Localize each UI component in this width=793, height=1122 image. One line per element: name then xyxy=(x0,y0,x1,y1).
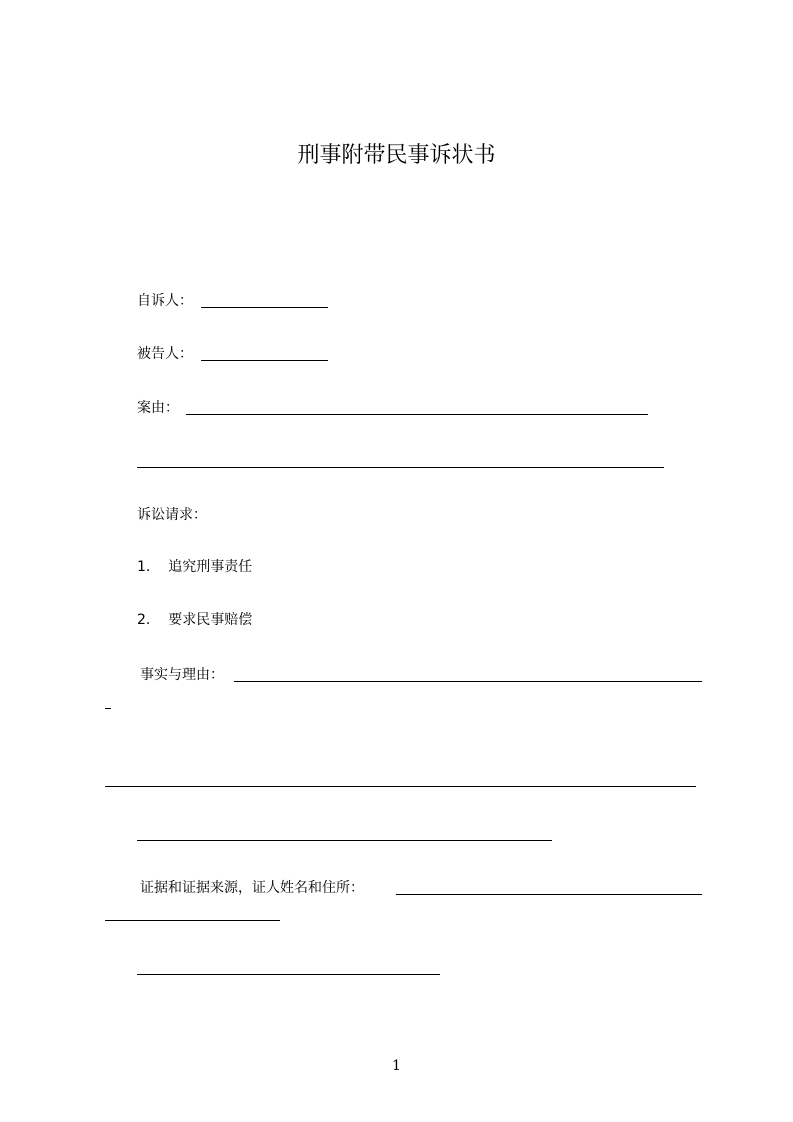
facts-blank-line-2 xyxy=(105,786,696,787)
defendant-label: 被告人： xyxy=(137,346,193,362)
plaintiff-label: 自诉人： xyxy=(137,293,193,309)
claims-heading: 诉讼请求： xyxy=(137,507,207,523)
facts-blank-line-3 xyxy=(137,840,552,841)
evidence-label: 证据和证据来源，证人姓名和住所： xyxy=(140,880,364,896)
claim-text: 追究刑事责任 xyxy=(168,559,253,575)
evidence-blank-line-3 xyxy=(137,974,440,975)
evidence-blank-line xyxy=(396,894,702,895)
facts-blank-line-stub xyxy=(105,708,111,709)
claim-number: 1. xyxy=(137,559,151,575)
defendant-blank-line xyxy=(201,360,328,361)
facts-blank-line xyxy=(234,681,702,682)
cause-blank-line-2 xyxy=(137,467,664,468)
claim-text: 要求民事赔偿 xyxy=(168,612,253,628)
claim-item-2 xyxy=(137,610,252,630)
evidence-blank-line-2 xyxy=(105,920,280,921)
plaintiff-blank-line xyxy=(201,307,328,308)
cause-label: 案由： xyxy=(137,400,179,416)
cause-blank-line xyxy=(186,414,648,415)
document-title: 刑事附带民事诉状书 xyxy=(297,143,496,168)
claim-number: 2. xyxy=(137,612,151,628)
facts-label: 事实与理由： xyxy=(140,667,224,683)
page-number: 1 xyxy=(392,1058,401,1074)
claim-item-1 xyxy=(137,557,252,577)
